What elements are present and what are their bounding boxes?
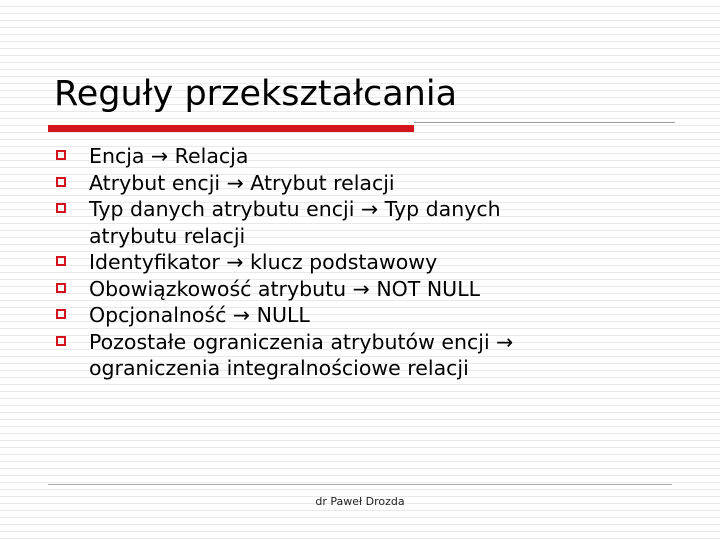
- bullet-text: Obowiązkowość atrybutu → NOT NULL: [89, 276, 481, 301]
- bullet-text: Identyfikator → klucz podstawowy: [89, 250, 438, 274]
- hollow-square-icon: [56, 203, 66, 213]
- hollow-square-icon: [56, 309, 66, 319]
- hollow-square-icon: [56, 336, 66, 346]
- hollow-square-icon: [56, 256, 66, 266]
- bullet-item: [54, 196, 694, 249]
- bullet-item: [54, 276, 694, 303]
- bullet-item: [54, 143, 694, 170]
- footer-author: dr Paweł Drozda: [315, 495, 405, 508]
- bullet-text: Encja → Relacja: [89, 144, 249, 168]
- bullet-text: Atrybut encji → Atrybut relacji: [89, 170, 395, 195]
- title-underline-line: [414, 122, 675, 123]
- bullet-text: Typ danych atrybutu encji → Typ danych: [89, 197, 501, 221]
- hollow-square-icon: [56, 150, 66, 160]
- bullet-item: [54, 329, 694, 382]
- bullet-text-continued: ograniczenia integralnościowe relacji: [89, 356, 469, 380]
- bullet-text: Pozostałe ograniczenia atrybutów encji →: [89, 329, 514, 354]
- bullet-item: [54, 249, 694, 276]
- bullet-item: [54, 302, 694, 329]
- hollow-square-icon: [56, 177, 66, 187]
- bullet-list: [54, 143, 694, 382]
- hollow-square-icon: [56, 283, 66, 293]
- footer-divider: [48, 484, 672, 485]
- title-underline-accent: [48, 125, 414, 132]
- bullet-item: [54, 170, 694, 197]
- bullet-text-continued: atrybutu relacji: [89, 223, 246, 248]
- bullet-text: Opcjonalność → NULL: [89, 303, 310, 327]
- slide-title: Reguły przekształcania: [54, 74, 458, 114]
